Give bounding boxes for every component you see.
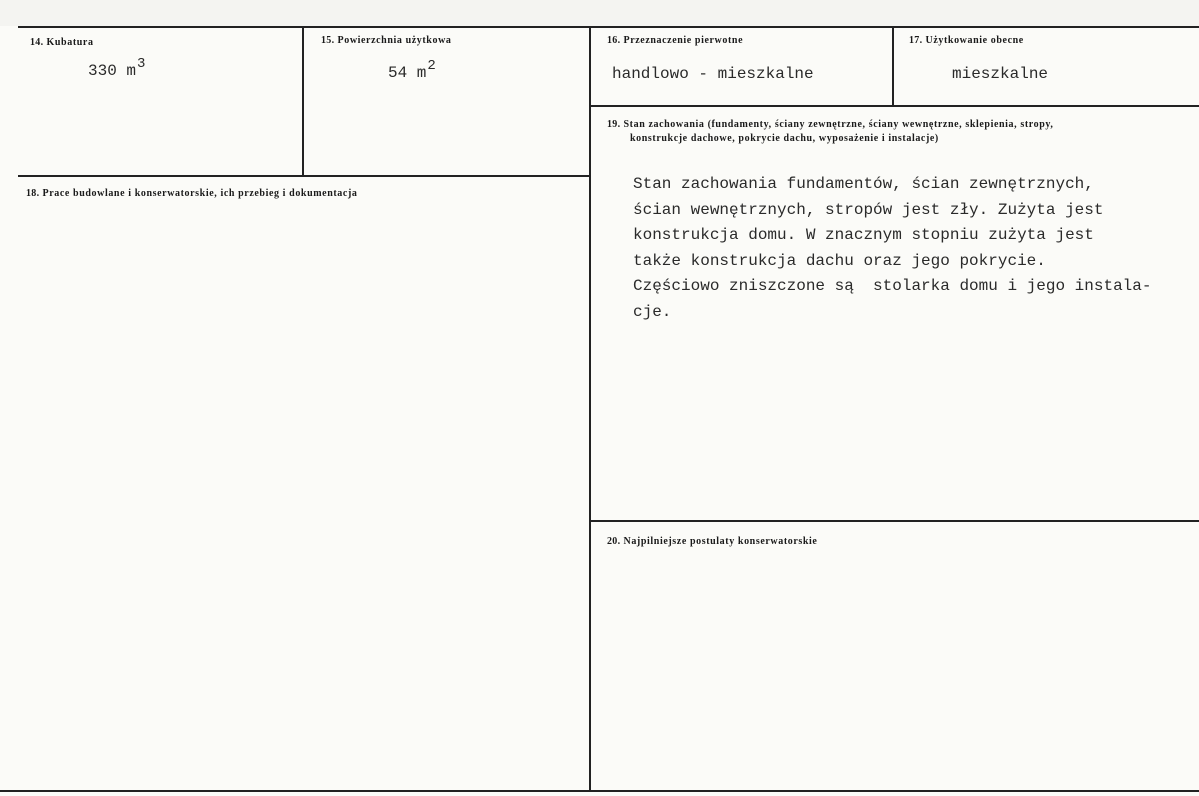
divider-bottom [0, 790, 1199, 792]
field-14-value: 330 m3 [88, 56, 146, 80]
field-19-line: Częściowo zniszczone są stolarka domu i jego instala- [633, 277, 1152, 295]
field-19-line: cje. [633, 302, 672, 321]
divider-col-16-17 [892, 26, 894, 107]
divider-row1 [18, 175, 591, 177]
field-16-label: 16. Przeznaczenie pierwotne [607, 35, 744, 46]
divider-right-row1 [591, 105, 1199, 107]
divider-col-main [589, 26, 591, 792]
field-19-line: także konstrukcja dachu oraz jego pokrycie. [633, 251, 1046, 270]
divider-top [18, 26, 1199, 28]
field-19-text [633, 172, 1193, 325]
field-18-label: 18. Prace budowlane i konserwatorskie, ich przebieg i dokumentacja [26, 188, 358, 199]
field-19-label-line2: konstrukcje dachowe, pokrycie dachu, wyposażenie i instalacje) [630, 133, 939, 144]
field-19-line: Stan zachowania fundamentów, ścian zewnętrznych, [633, 175, 1094, 193]
field-19-label: 19. Stan zachowania (fundamenty, ściany zewnętrzne, ściany wewnętrzne, sklepienia, stropy, [607, 119, 1054, 130]
card-top-edge [0, 0, 1199, 26]
field-19-line: ścian wewnętrznych, stropów jest zły. Zużyta jest [633, 200, 1104, 219]
divider-right-row2 [591, 520, 1199, 522]
field-17-value: mieszkalne [952, 65, 1049, 83]
field-15-label: 15. Powierzchnia użytkowa [321, 35, 452, 46]
field-19-line: konstrukcja domu. W znacznym stopniu zużyta jest [633, 226, 1094, 244]
field-20-label: 20. Najpilniejsze postulaty konserwatorskie [607, 536, 818, 547]
field-17-label: 17. Użytkowanie obecne [909, 35, 1024, 46]
field-15-value: 54 m2 [388, 58, 436, 82]
field-16-value: handlowo - mieszkalne [612, 65, 814, 83]
divider-col-14-15 [302, 26, 304, 177]
field-14-label: 14. Kubatura [30, 37, 94, 48]
